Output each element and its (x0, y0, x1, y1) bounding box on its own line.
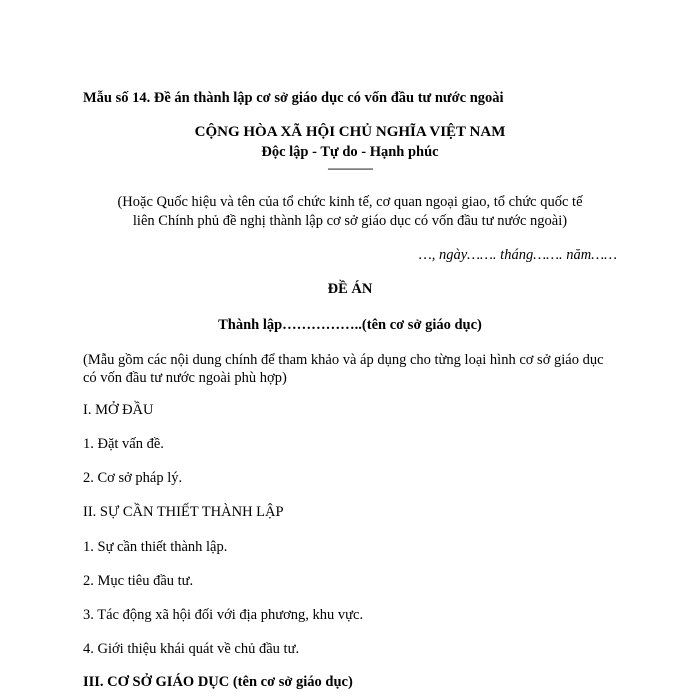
list-item: 4. Giới thiệu khái quát về chủ đầu tư. (83, 641, 300, 657)
list-item: 1. Đặt vấn đề. (83, 436, 164, 452)
national-motto: Độc lập - Tự do - Hạnh phúc (261, 144, 439, 160)
document-type-heading: ĐỀ ÁN (327, 281, 373, 297)
list-item: 1. Sự cần thiết thành lập. (83, 539, 228, 555)
motto-separator: --------------- (327, 161, 373, 175)
date-line: …, ngày……. tháng……. năm…… (418, 247, 617, 263)
issuer-note-line-1: (Hoặc Quốc hiệu và tên của tổ chức kinh tế, cơ quan ngoại giao, tổ chức quốc tế (117, 194, 583, 210)
issuer-note-line-2: liên Chính phủ đề nghị thành lập cơ sở giáo dục có vốn đầu tư nước ngoài) (132, 213, 568, 229)
guidance-note-line-2: có vốn đầu tư nước ngoài phù hợp) (83, 370, 287, 386)
form-title: Mẫu số 14. Đề án thành lập cơ sở giáo dục có vốn đầu tư nước ngoài (83, 90, 504, 106)
guidance-note-line-1: (Mẫu gồm các nội dung chính để tham khảo và áp dụng cho từng loại hình cơ sở giáo dục (83, 352, 604, 368)
list-item: 2. Cơ sở pháp lý. (83, 470, 183, 486)
list-item: 2. Mục tiêu đầu tư. (83, 573, 194, 589)
section-heading-institution: III. CƠ SỞ GIÁO DỤC (tên cơ sở giáo dục) (83, 674, 353, 690)
national-name: CỘNG HÒA XÃ HỘI CHỦ NGHĨA VIỆT NAM (194, 124, 506, 140)
list-item: 3. Tác động xã hội đối với địa phương, khu vực. (83, 607, 364, 623)
section-heading-introduction: I. MỞ ĐẦU (83, 402, 154, 418)
section-heading-necessity: II. SỰ CẦN THIẾT THÀNH LẬP (83, 504, 284, 520)
document-subject: Thành lập……………..(tên cơ sở giáo dục) (218, 317, 482, 333)
